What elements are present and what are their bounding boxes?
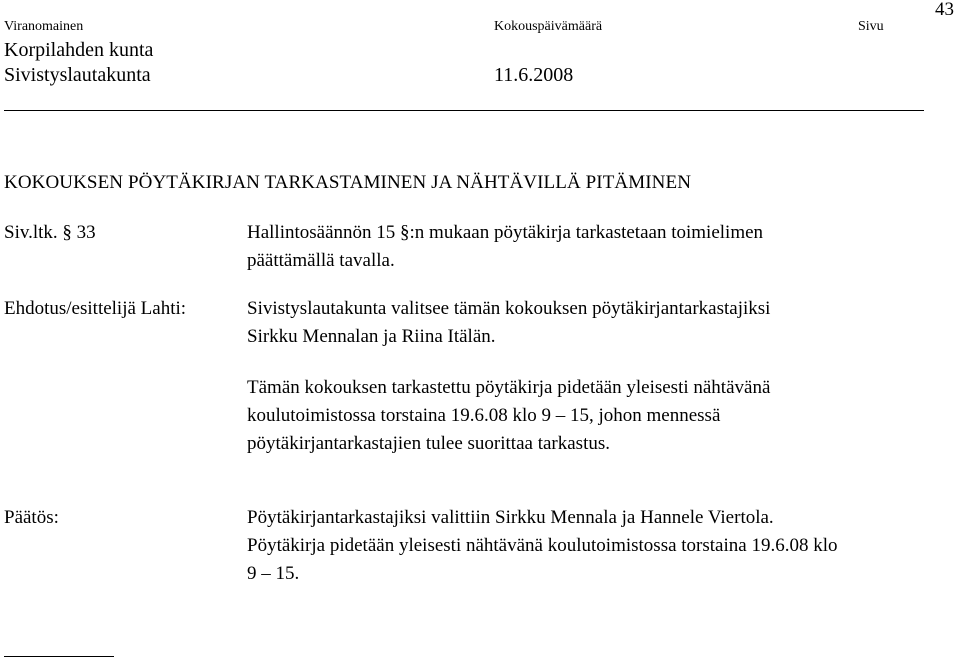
decision-label: Päätös: [4, 507, 59, 528]
proposal-paragraph [247, 295, 770, 351]
header-label-authority: Viranomainen [4, 19, 84, 34]
decision-line: Pöytäkirjantarkastajiksi valittiin Sirkku Mennala ja Hannele Viertola. [247, 507, 774, 528]
proposal-label: Ehdotus/esittelijä Lahti: [4, 298, 187, 319]
authority-name: Korpilahden kunta [4, 39, 154, 61]
footer-divider [4, 656, 114, 657]
intro-line: Hallintosäännön 15 §:n mukaan pöytäkirja tarkastetaan toimielimen [247, 222, 764, 243]
notice-line: Tämän kokouksen tarkastettu pöytäkirja pidetään yleisesti nähtävänä [247, 377, 771, 398]
paragraph-sign: § [62, 222, 72, 243]
proposal-line: Sivistyslautakunta valitsee tämän kokouksen pöytäkirjantarkastajiksi [247, 298, 771, 319]
proposal-line: Sirkku Mennalan ja Riina Itälän. [247, 326, 496, 347]
section-reference [4, 219, 96, 247]
decision-line: 9 – 15. [247, 563, 300, 584]
intro-paragraph [247, 219, 763, 275]
decision-paragraph [247, 504, 837, 588]
header-label-page: Sivu [858, 19, 884, 34]
reference-prefix: Siv.ltk. [4, 222, 58, 243]
header-label-date: Kokouspäivämäärä [494, 19, 603, 34]
meeting-date: 11.6.2008 [494, 64, 574, 86]
page-number: 43 [935, 0, 954, 20]
reference-number: 33 [76, 222, 96, 243]
notice-line: koulutoimistossa torstaina 19.6.08 klo 9 – 15, johon mennessä [247, 405, 721, 426]
intro-line: päättämällä tavalla. [247, 250, 395, 271]
decision-line: Pöytäkirja pidetään yleisesti nähtävänä koulutoimistossa torstaina 19.6.08 klo [247, 535, 838, 556]
section-title: KOKOUKSEN PÖYTÄKIRJAN TARKASTAMINEN JA NÄHTÄVILLÄ PITÄMINEN [4, 172, 692, 193]
notice-line: pöytäkirjantarkastajien tulee suorittaa tarkastus. [247, 433, 610, 454]
notice-paragraph [247, 374, 770, 458]
board-name: Sivistyslautakunta [4, 64, 151, 86]
header-divider [4, 110, 924, 111]
